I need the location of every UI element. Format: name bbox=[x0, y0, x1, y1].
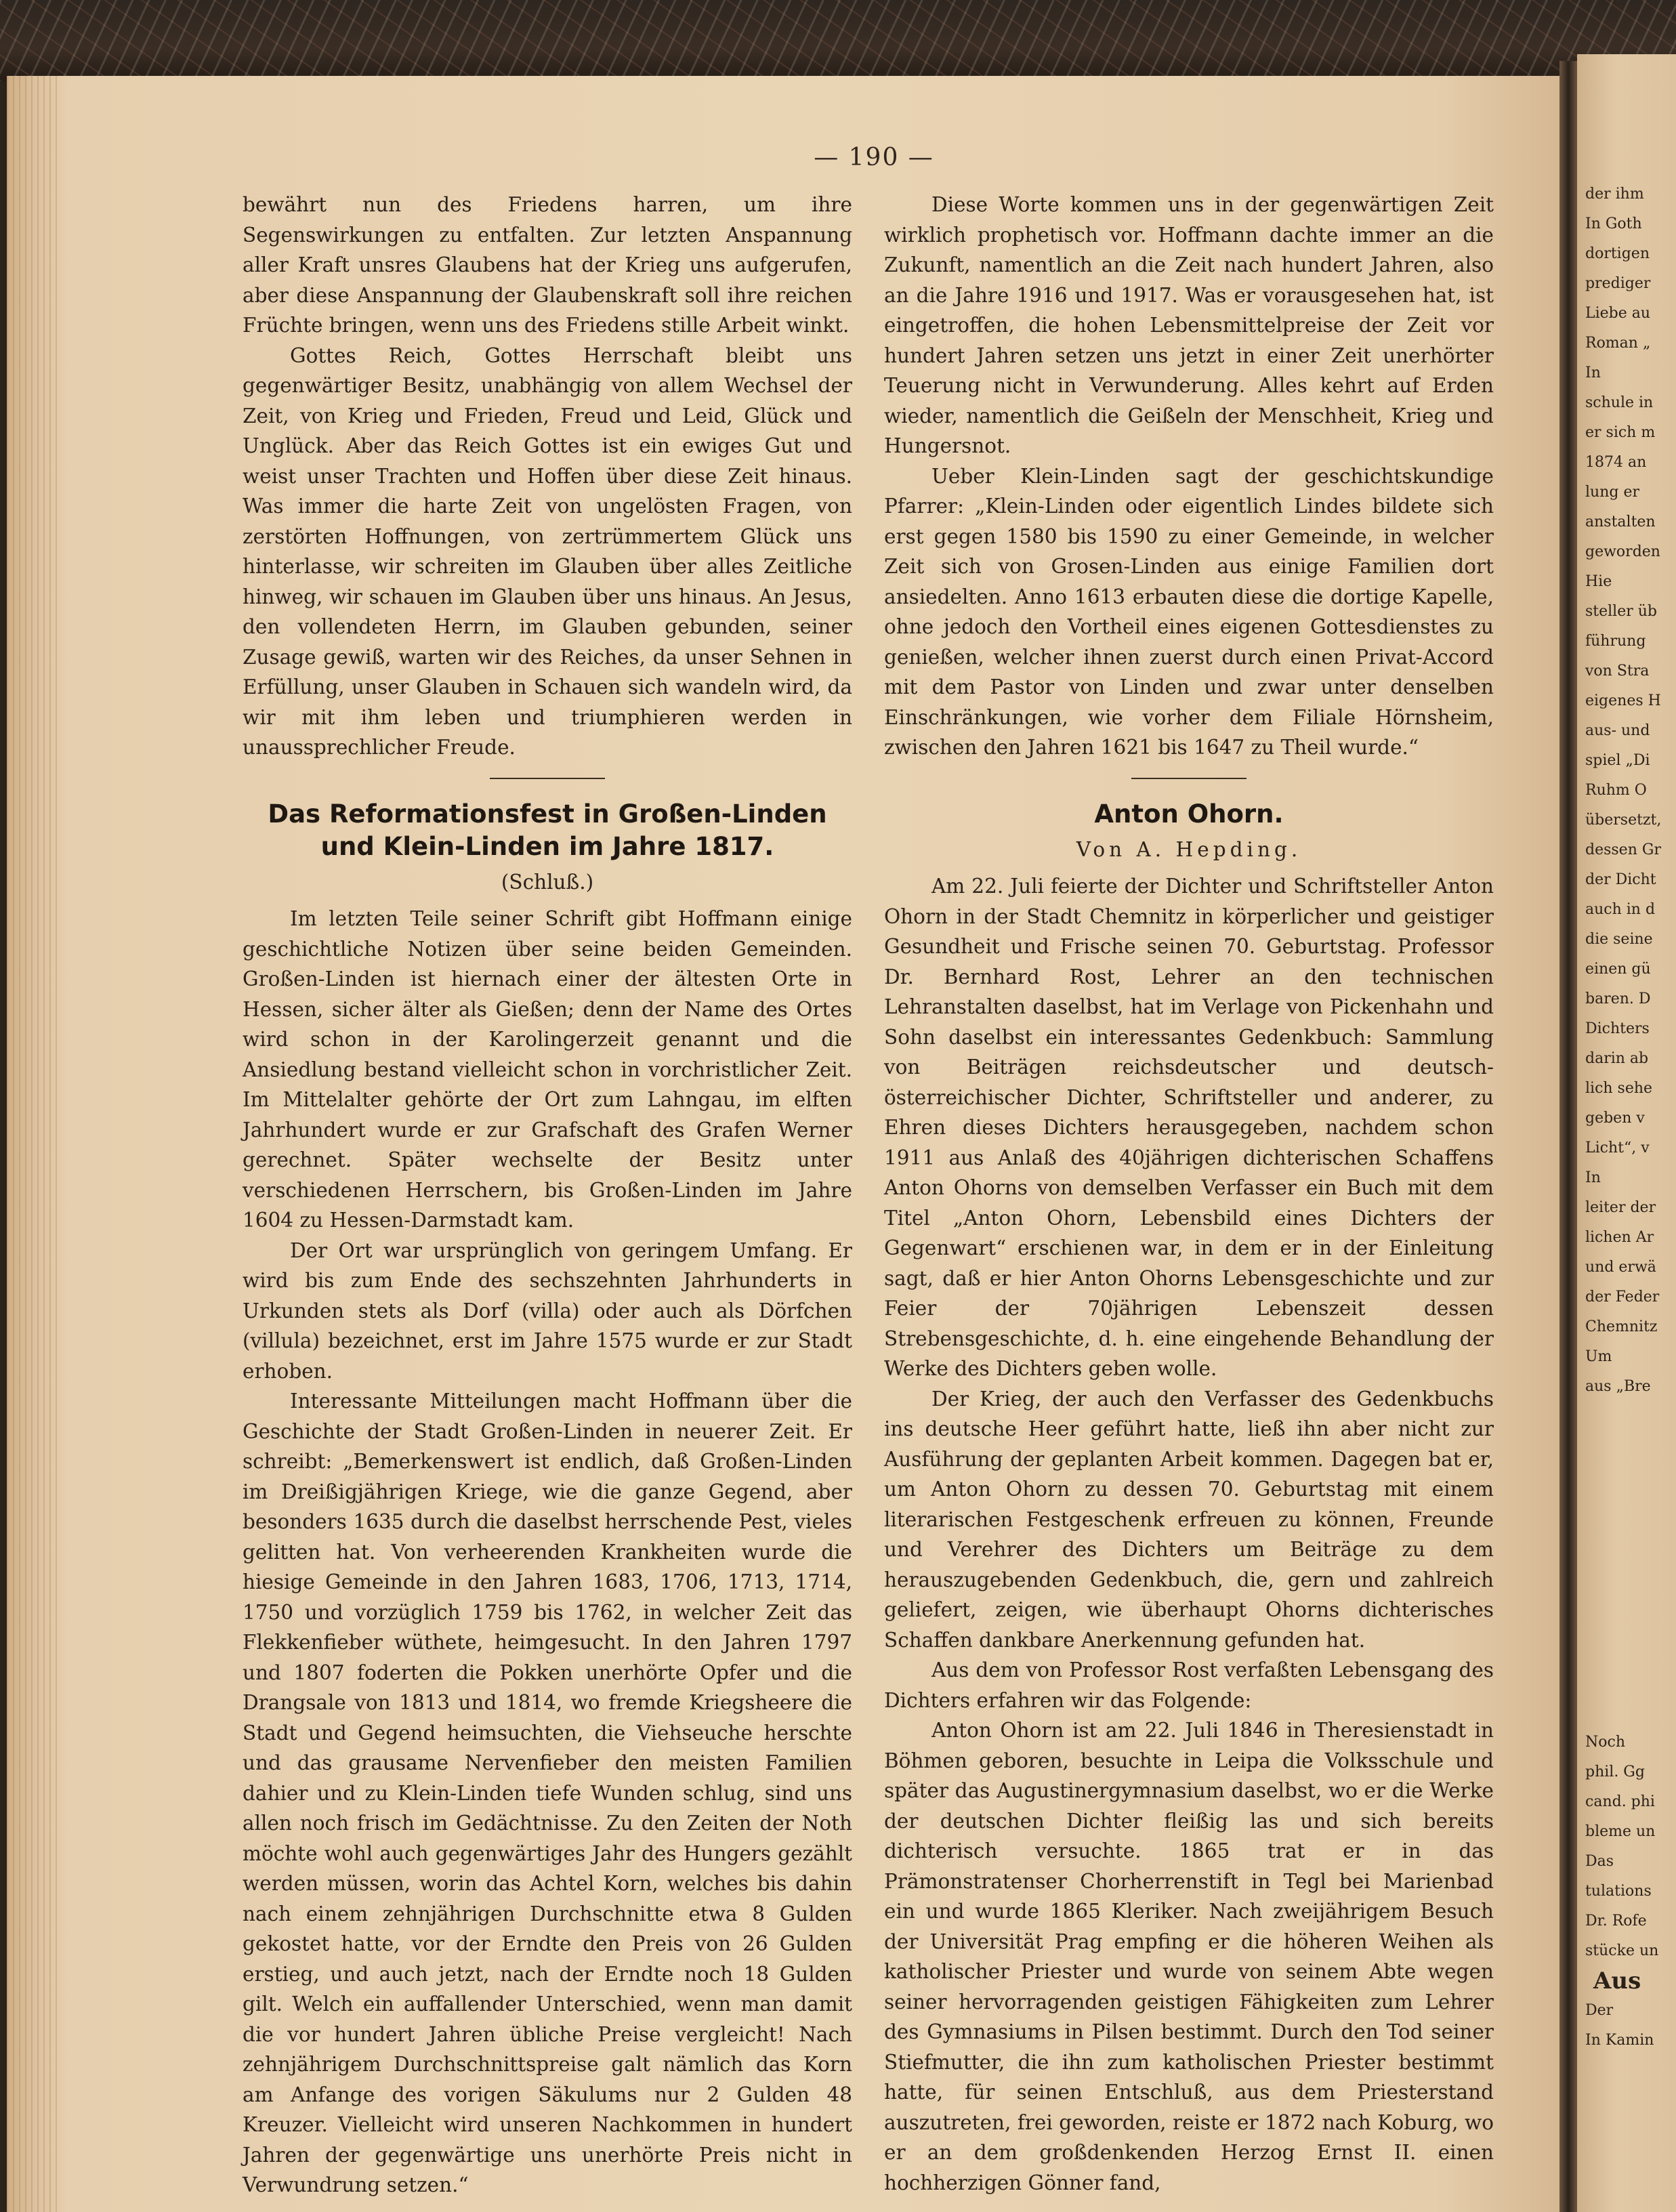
next-page-line: stücke un bbox=[1585, 1942, 1659, 1959]
ohorn-paragraph-2: Der Krieg, der auch den Verfasser des Gedenkbuchs ins deutsche Heer geführt hatte, ließ ihn aber nicht zur Ausführung der geplanten Arbeit kommen. Dagegen bat er, um Anton Ohorn zu dessen 70. Geburtstag mit einem literarischen Festgeschenk erfreuen zu können, Freunde und Verehrer des Dichters um Beiträge zu dem herauszugebenden Gedenkbuch, die, gern und zahlreich geliefert, zeigen, wie überhaupt Ohorns dichterisches Schaffen dankbare Anerkennung gefunden hat. bbox=[884, 1387, 1494, 1652]
next-page-line: Ruhm O bbox=[1585, 782, 1647, 799]
section-divider bbox=[490, 778, 605, 779]
next-page-line: bleme un bbox=[1585, 1823, 1656, 1840]
next-page-line: Chemnitz bbox=[1585, 1318, 1658, 1335]
next-page-line: die seine bbox=[1585, 931, 1653, 948]
next-page-line: geben v bbox=[1585, 1110, 1645, 1127]
next-page-line: 1874 an bbox=[1585, 454, 1647, 471]
next-page-line: In bbox=[1585, 364, 1601, 381]
right-continued-paragraph-1: Diese Worte kommen uns in der gegenwärtigen Zeit wirklich prophetisch vor. Hoffmann dachte immer an die Zukunft, namentlich an die Zeit nach hundert Jahren, also an die Jahre 1916 und 1917. Was er vorausgesehen hat, ist eingetroffen, die hohen Lebensmittelpreise der Zeit vor hundert Jahren setzen uns jetzt in einer Zeit unerhörter Teuerung nicht in Verwunderung. Alles kehrt auf Erden wieder, namentlich die Geißeln der Menschheit, Krieg und Hungersnot. bbox=[884, 193, 1494, 457]
ohorn-article-author: Von A. Hepding. bbox=[1076, 837, 1302, 861]
next-page-line: spiel „Di bbox=[1585, 752, 1650, 769]
next-page-line: eigenes H bbox=[1585, 692, 1661, 709]
next-page-line: cand. phi bbox=[1585, 1793, 1655, 1810]
ohorn-article-title: Anton Ohorn. bbox=[1094, 799, 1284, 829]
next-page-line: auch in d bbox=[1585, 901, 1656, 918]
page-number: — 190 — bbox=[814, 144, 934, 171]
next-page-line: schule in bbox=[1585, 394, 1654, 411]
marbled-endpaper bbox=[0, 0, 1676, 81]
next-page-line: und erwä bbox=[1585, 1259, 1656, 1276]
right-continued-paragraph-2: Ueber Klein-Linden sagt der geschichtskundige Pfarrer: „Klein-Linden oder eigentlich Lindes bildete sich erst gegen 1580 bis 1590 zu einer Gemeinde, in welcher Zeit sich von Grosen-Linden aus einige Familien dort ansiedelten. Anno 1613 erbauten diese die dortige Kapelle, ohne jedoch den Vortheil eines eigenen Gottesdienstes zu genießen, welcher ihnen zuerst durch einen Privat-Accord mit dem Pastor von Linden und zwar unter denselben Einschränkungen, wie vorher dem Filiale Hörnsheim, zwischen den Jahren 1621 bis 1647 zu Theil wurde.“ bbox=[884, 464, 1494, 759]
next-page-lower-fragment bbox=[1577, 1728, 1658, 2056]
next-page-line: lich sehe bbox=[1585, 1080, 1653, 1097]
left-intro-paragraph-1: bewährt nun des Friedens harren, um ihre Segenswirkungen zu entfalten. Zur letzten Anspannung aller Kraft unsres Glaubens hat der Krieg uns aufgerufen, aber diese Anspannung der Glaubenskraft soll ihre reichen Früchte bringen, wenn uns des Friedens stille Arbeit winkt. bbox=[243, 193, 852, 337]
next-page-line: steller üb bbox=[1585, 603, 1658, 620]
right-column bbox=[884, 190, 1494, 2198]
next-page-line: Um bbox=[1585, 1348, 1612, 1365]
ohorn-paragraph-1: Am 22. Juli feierte der Dichter und Schriftsteller Anton Ohorn in der Stadt Chemnitz in körperlicher und geistiger Gesundheit und Frische seinen 70. Geburtstag. Professor Dr. Bernhard Rost, Lehrer an den technischen Lehranstalten daselbst, hat im Verlage von Pickenhahn und Sohn daselbst ein interessantes Gedenkbuch: Sammlung von Beiträgen reichsdeutscher und deutsch-österreichischer Dichter, Schriftsteller und anderer, zu Ehren dieses Dichters herausgegeben, nachdem schon 1911 aus Anlaß des 40jährigen dichterischen Schaffens Anton Ohorns von demselben Verfasser ein Buch mit dem Titel „Anton Ohorn, Lebensbild eines Dichters der Gegenwart“ erschienen war, in dem er in der Einleitung sagt, daß er hier Anton Ohorns Lebensgeschichte und zur Feier der 70jährigen Lebenszeit dessen Strebensgeschichte, d. h. eine eingehende Behandlung der Werke des Dichters geben wolle. bbox=[884, 875, 1494, 1380]
next-page-line: baren. D bbox=[1585, 990, 1651, 1007]
next-page-line: übersetzt, bbox=[1585, 812, 1662, 829]
next-page-line: leiter der bbox=[1585, 1199, 1656, 1216]
next-page-line: Das bbox=[1585, 1853, 1614, 1870]
reformation-paragraph-3: Interessante Mitteilungen macht Hoffmann über die Geschichte der Stadt Großen-Linden in neuerer Zeit. Er schreibt: „Bemerkenswert ist endlich, daß Großen-Linden im Dreißigjährigen Kriege, wie die ganze Gegend, aber besonders 1635 durch die daselbst herrschende Pest, vieles gelitten hat. Von verheerenden Krankheiten wurde die hiesige Gemeinde in den Jahren 1683, 1706, 1713, 1714, 1750 und vorzüglich 1759 bis 1762, in welcher Zeit das Flekkenfieber wüthete, heimgesucht. In den Jahren 1797 und 1807 foderten die Pokken unerhörte Opfer und die Drangsale von 1813 und 1814, wo fremde Kriegsheere die Stadt und Gegend heimsuchten, die Viehseuche herschte und das grausame Nervenfieber den meisten Familien dahier und zu Klein-Linden tiefe Wunden schlug, sind uns allen noch frisch im Gedächtnisse. Zu den Zeiten der Noth möchte wohl auch gegenwärtiges Jahr des Hungers gezählt werden müssen, worin das Achtel Korn, welches bis dahin nach einem zehnjährigen Durchschnitte etwa 8 Gulden gekostet hatte, vor der Erndte den Preis von 26 Gulden erstieg, und auch jetzt, nach der Erndte noch 18 Gulden gilt. Welch ein auffallender Unterschied, wenn man damit die vor hundert Jahren übliche Preise vergleicht! Nach zehnjährigem Durchschnittspreise galt nämlich das Korn am Anfange des vorigen Säkulums nur 2 Gulden 48 Kreuzer. Vielleicht wird unseren Nachkommen in hundert Jahren der gegenwärtige uns unerhörte Preis nicht in Verwundrung setzen.“ bbox=[243, 1390, 852, 2196]
next-page-line: der ihm bbox=[1585, 186, 1644, 203]
next-page-line: dortigen bbox=[1585, 245, 1650, 262]
book-gutter bbox=[1559, 61, 1577, 2212]
next-page-line: darin ab bbox=[1585, 1050, 1649, 1067]
next-page-line: einen gü bbox=[1585, 961, 1651, 978]
next-page-line: aus „Bre bbox=[1585, 1378, 1651, 1395]
next-page-line: In Kamin bbox=[1585, 2032, 1654, 2049]
next-page-line: In bbox=[1585, 1169, 1601, 1186]
left-intro-paragraph-2: Gottes Reich, Gottes Herrschaft bleibt uns gegenwärtiger Besitz, unabhängig von allem Wechsel der Zeit, von Krieg und Frieden, Freud und Leid, Glück und Unglück. Aber das Reich Gottes ist ein ewiges Gut und weist unser Trachten und Hoffen über diese Zeit hinaus. Was immer die harte Zeit von ungelösten Fragen, von zerstörten Hoffnungen, von zertrümmertem Glück uns hinterlasse, wir schreiten im Glauben über alles Zeitliche hinweg, wir schauen im Glauben über uns hinaus. An Jesus, den vollendeten Herrn, im Glauben gebunden, seiner Zusage gewiß, warten wir des Reiches, da unser Sehnen in Erfüllung, unser Glauben in Schauen sich wandeln wird, da wir mit ihm leben und triumphieren werden in unaussprechlicher Freude. bbox=[243, 343, 852, 759]
next-page-line: führung bbox=[1585, 633, 1646, 650]
next-page-line: von Stra bbox=[1585, 663, 1650, 680]
next-page-line: er sich m bbox=[1585, 424, 1656, 441]
next-page-line: der Dicht bbox=[1585, 871, 1656, 888]
next-page-line: geworden bbox=[1585, 543, 1660, 560]
next-page-heading: Aus bbox=[1593, 1967, 1641, 1995]
reformation-article-title: Das Reformationsfest in Großen-Linden und Klein-Linden im Jahre 1817. bbox=[268, 799, 827, 861]
next-page-line: Roman „ bbox=[1585, 335, 1651, 352]
next-page-line: prediger bbox=[1585, 275, 1651, 292]
next-page-line: Noch bbox=[1585, 1734, 1625, 1751]
next-page-line: In Goth bbox=[1585, 215, 1642, 232]
next-page-edge bbox=[1577, 54, 1676, 2212]
next-page-line: Der bbox=[1585, 2002, 1614, 2019]
page-stack-edge bbox=[7, 76, 61, 2212]
next-page-line: phil. Gg bbox=[1585, 1764, 1645, 1780]
next-page-line: Licht“, v bbox=[1585, 1140, 1650, 1156]
next-page-line: tulations bbox=[1585, 1883, 1652, 1900]
reformation-paragraph-1: Im letzten Teile seiner Schrift gibt Hoffmann einige geschichtliche Notizen über seine beiden Gemeinden. Großen-Linden ist hiernach einer der ältesten Orte in Hessen, sicher älter als Gießen; denn der Name des Ortes wird schon in der Karolingerzeit genannt und die Ansiedlung bestand vielleicht schon in vorchristlicher Zeit. Im Mittelalter gehörte der Ort zum Lahngau, im elften Jahrhundert wurde er zur Grafschaft des Grafen Werner gerechnet. Später wechselte der Besitz unter verschiedenen Herrschern, bis Großen-Linden im Jahre 1604 zu Hessen-Darmstadt kam. bbox=[243, 907, 852, 1232]
next-page-upper-fragment bbox=[1577, 180, 1661, 1402]
left-column bbox=[243, 190, 852, 2200]
section-divider bbox=[1131, 778, 1246, 779]
next-page-line: Hie bbox=[1585, 573, 1612, 590]
next-page-line: der Feder bbox=[1585, 1289, 1660, 1306]
next-page-line: anstalten bbox=[1585, 514, 1656, 530]
next-page-line: aus- und bbox=[1585, 722, 1650, 739]
ohorn-paragraph-3: Aus dem von Professor Rost verfaßten Lebensgang des Dichters erfahren wir das Folgende: bbox=[884, 1658, 1494, 1712]
reformation-paragraph-2: Der Ort war ursprünglich von geringem Umfang. Er wird bis zum Ende des sechszehnten Jahrhunderts in Urkunden stets als Dorf (villa) oder auch als Dörfchen (villula) bezeichnet, erst im Jahre 1575 wurde er zur Stadt erhoben. bbox=[243, 1238, 852, 1383]
next-page-line: Dichters bbox=[1585, 1020, 1650, 1037]
reformation-article-subtitle: (Schluß.) bbox=[501, 870, 594, 894]
next-page-line: Dr. Rofe bbox=[1585, 1913, 1647, 1929]
next-page-line: Liebe au bbox=[1585, 305, 1651, 322]
ohorn-paragraph-4: Anton Ohorn ist am 22. Juli 1846 in Theresienstadt in Böhmen geboren, besuchte in Leipa die Volksschule und später das Augustinergymnasium daselbst, wo er die Werke der deutschen Dichter fleißig las und sich bereits dichterisch versuchte. 1865 trat er in das Prämonstratenser Chorherrenstift in Tegl bei Marienbad ein und wurde 1865 Kleriker. Nach zweijährigem Besuch der Universität Prag empfing er die höheren Weihen als katholischer Priester und wurde von seinem Abte wegen seiner hervorragenden geistigen Fähigkeiten zum Lehrer des Gymnasiums in Pilsen bestimmt. Durch den Tod seiner Stiefmutter, die ihn zum katholischen Priester bestimmt hatte, für seinen Entschluß, aus dem Priesterstand auszutreten, frei geworden, reiste er 1872 nach Koburg, wo er an dem großdenkenden Herzog Ernst II. einen hochherzigen Gönner fand, bbox=[884, 1719, 1494, 2194]
next-page-line: lung er bbox=[1585, 484, 1639, 501]
next-page-line: dessen Gr bbox=[1585, 841, 1661, 858]
next-page-line: lichen Ar bbox=[1585, 1229, 1654, 1246]
